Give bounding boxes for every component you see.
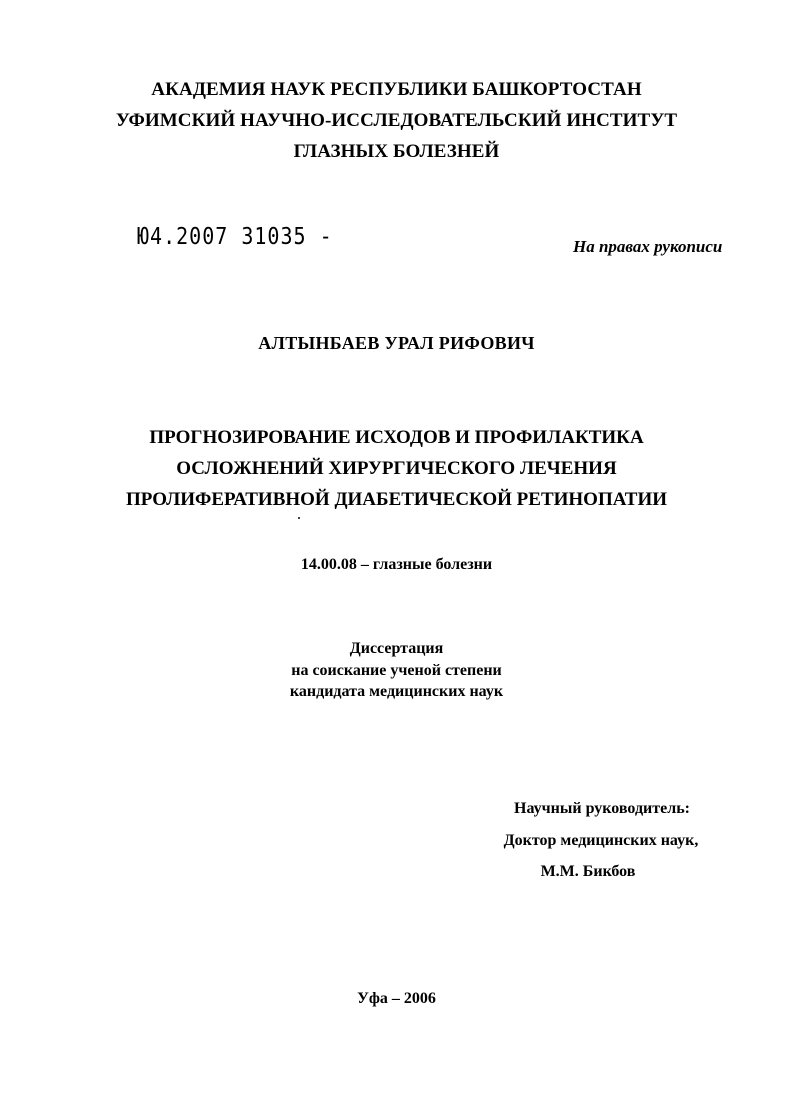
dissertation-type-line-1: Диссертация bbox=[349, 640, 444, 657]
dissertation-type-line-2: на соискание ученой степени bbox=[291, 662, 502, 679]
specialty-code: 14.00.08 – глазные болезни bbox=[300, 556, 493, 573]
archive-code-stamp: Ю4.2007 31035 - bbox=[137, 222, 333, 250]
manuscript-rights-note: На правах рукописи bbox=[573, 237, 723, 256]
institution-line-2: УФИМСКИЙ НАУЧНО-ИССЛЕДОВАТЕЛЬСКИЙ ИНСТИТУТ bbox=[115, 110, 678, 131]
dissertation-title-line-2: ОСЛОЖНЕНИЙ ХИРУРГИЧЕСКОГО ЛЕЧЕНИЯ bbox=[176, 458, 617, 479]
institution-line-1: АКАДЕМИЯ НАУК РЕСПУБЛИКИ БАШКОРТОСТАН bbox=[151, 79, 642, 100]
supervisor-degree: Доктор медицинских наук, bbox=[503, 832, 699, 849]
institution-line-3: ГЛАЗНЫХ БОЛЕЗНЕЙ bbox=[293, 141, 500, 162]
dissertation-type-line-3: кандидата медицинских наук bbox=[289, 683, 504, 700]
dissertation-title-line-1: ПРОГНОЗИРОВАНИЕ ИСХОДОВ И ПРОФИЛАКТИКА bbox=[149, 427, 644, 448]
place-and-year: Уфа – 2006 bbox=[357, 990, 436, 1007]
scan-speck bbox=[298, 517, 300, 519]
supervisor-label: Научный руководитель: bbox=[514, 800, 690, 817]
supervisor-name: М.М. Бикбов bbox=[540, 863, 636, 880]
author-name: АЛТЫНБАЕВ УРАЛ РИФОВИЧ bbox=[258, 333, 535, 353]
dissertation-title-line-3: ПРОЛИФЕРАТИВНОЙ ДИАБЕТИЧЕСКОЙ РЕТИНОПАТИИ bbox=[125, 489, 668, 510]
